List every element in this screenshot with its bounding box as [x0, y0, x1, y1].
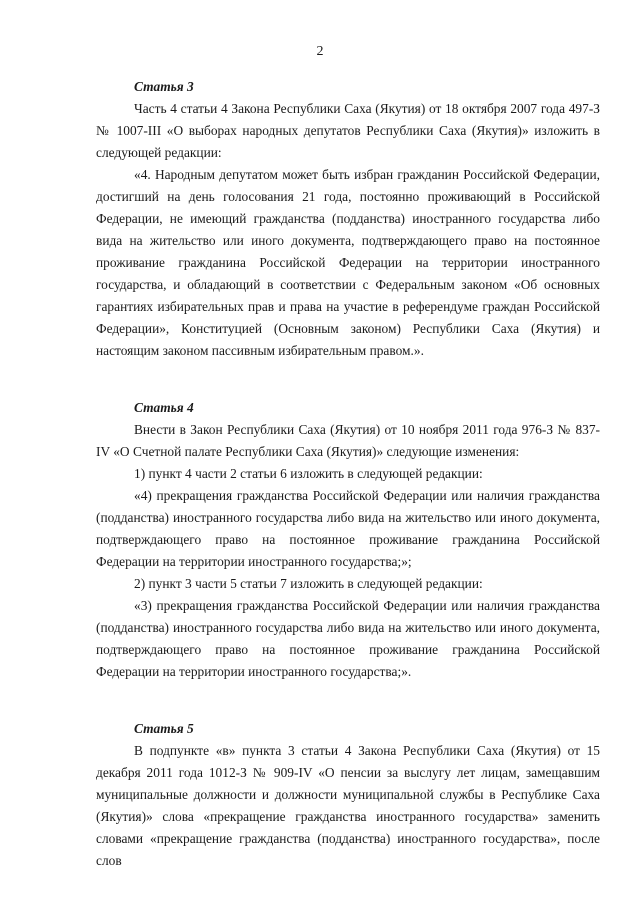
article-4-paragraph-1: Внести в Закон Республики Саха (Якутия) от 10 ноября 2011 года 976-З № 837-IV «О Счетной палате Республики Саха (Якутия)» следующие изменения:	[96, 422, 600, 459]
article-4-paragraph-5: «3) прекращения гражданства Российской Федерации или наличия гражданства (подданства) иностранного государства либо вида на жительство или иного документа, подтверждающего право на постоянное проживание гражданина Российской Федерации на территории иностранного государства;».	[96, 598, 600, 679]
article-5-paragraph-1: В подпункте «в» пункта 3 статьи 4 Закона Республики Саха (Якутия) от 15 декабря 2011 года 1012-З № 909-IV «О пенсии за выслугу лет лицам, замещавшим муниципальные должности и должности муниципальной службы в Республике Саха (Якутия)» слова «прекращение гражданства иностранного государства» заменить словами «прекращение гражданства (подданства) иностранного государства», после слов	[96, 743, 600, 868]
article-3-paragraph-1: Часть 4 статьи 4 Закона Республики Саха (Якутия) от 18 октября 2007 года 497-З № 1007-III «О выборах народных депутатов Республики Саха (Якутия)» изложить в следующей редакции:	[96, 101, 600, 160]
article-4-paragraph-2: 1) пункт 4 части 2 статьи 6 изложить в следующей редакции:	[134, 466, 483, 481]
article-4-paragraph-3: «4) прекращения гражданства Российской Федерации или наличия гражданства (подданства) иностранного государства либо вида на жительство или иного документа, подтверждающего право на постоянное проживание гражданина Российской Федерации на территории иностранного государства;»;	[96, 488, 600, 569]
article-5-heading: Статья 5	[134, 721, 194, 736]
page-number: 2	[316, 44, 324, 59]
document-body	[96, 70, 600, 872]
article-3-heading: Статья 3	[134, 79, 194, 94]
article-3-paragraph-2: «4. Народным депутатом может быть избран гражданин Российской Федерации, достигший на день голосования 21 года, постоянно проживающий в Российской Федерации, не имеющий гражданства (подданства) иностранного государства либо вида на жительство или иного документа, подтверждающего право на постоянное проживание гражданина Российской Федерации на территории иностранного государства, и обладающий в соответствии с Федеральным законом «Об основных гарантиях избирательных прав и права на участие в референдуме граждан Российской Федерации», Конституцией (Основным законом) Республики Саха (Якутия) и настоящим законом пассивным избирательным правом.».	[96, 167, 600, 358]
article-4-heading: Статья 4	[134, 400, 194, 415]
article-4-paragraph-4: 2) пункт 3 части 5 статьи 7 изложить в следующей редакции:	[134, 576, 483, 591]
